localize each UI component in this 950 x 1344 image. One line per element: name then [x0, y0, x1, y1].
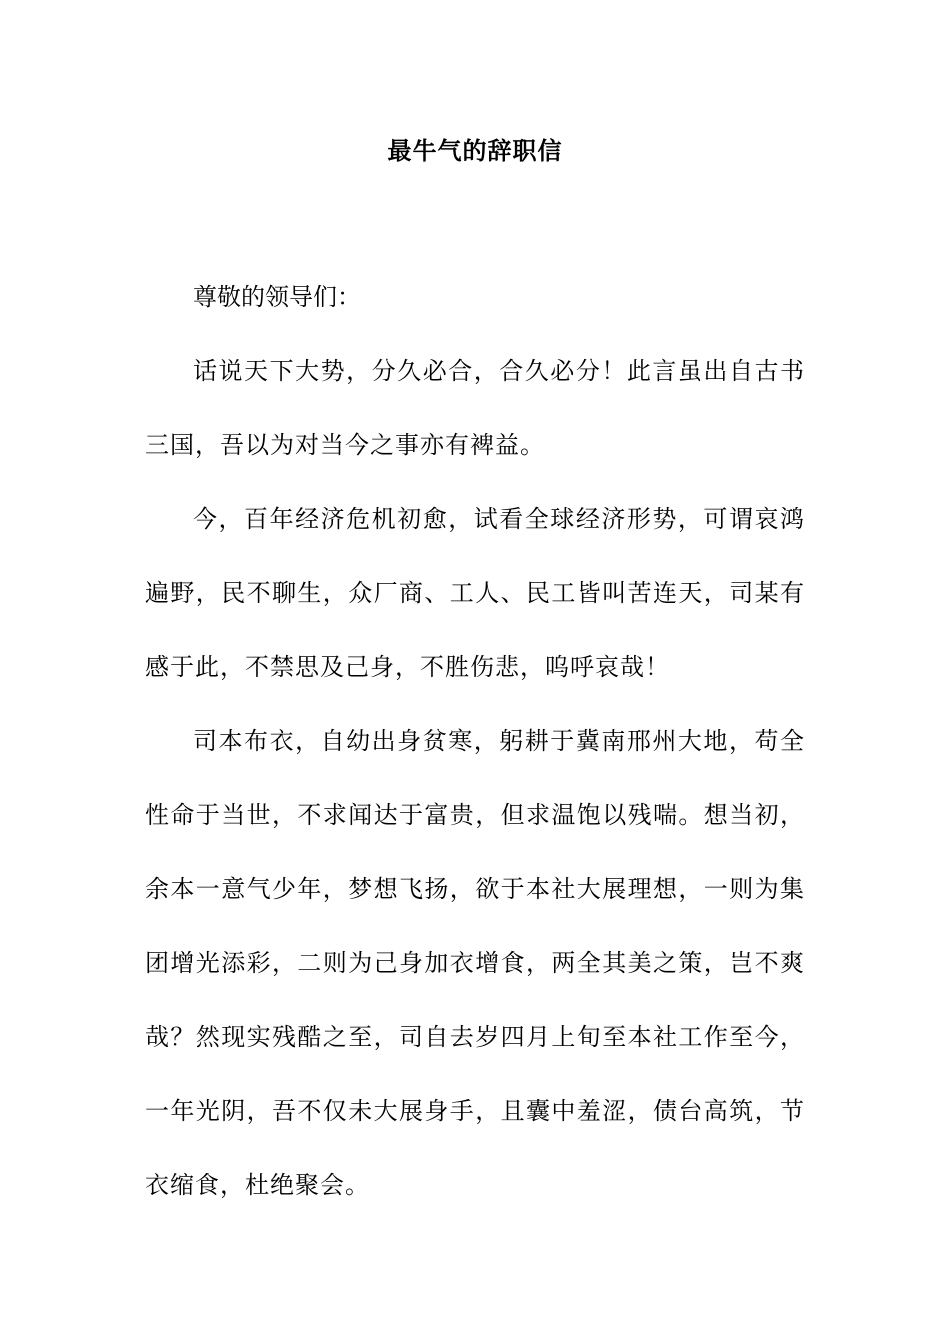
salutation: 尊敬的领导们：	[193, 283, 361, 311]
document-title: 最牛气的辞职信	[387, 137, 563, 165]
paragraph-1: 话说天下大势，分久必合，合久必分！此言虽出自古书三国，吾以为对当今之事亦有裨益。	[145, 357, 805, 459]
document-body	[145, 260, 805, 1222]
paragraph-2: 今，百年经济危机初愈，试看全球经济形势，可谓哀鸿遍野，民不聊生，众厂商、工人、民工皆叫苦连天，司某有感于此，不禁思及己身，不胜伤悲，呜呼哀哉！	[145, 505, 805, 681]
paragraph-3: 司本布衣，自幼出身贫寒，躬耕于冀南邢州大地，苟全性命于当世，不求闻达于富贵，但求温饱以残喘。想当初，余本一意气少年，梦想飞扬，欲于本社大展理想，一则为集团增光添彩，二则为己身加衣增食，两全其美之策，岂不爽哉？然现实残酷之至，司自去岁四月上旬至本社工作至今，一年光阴，吾不仅未大展身手，且囊中羞涩，债台高筑，节衣缩食，杜绝聚会。	[145, 727, 805, 1199]
